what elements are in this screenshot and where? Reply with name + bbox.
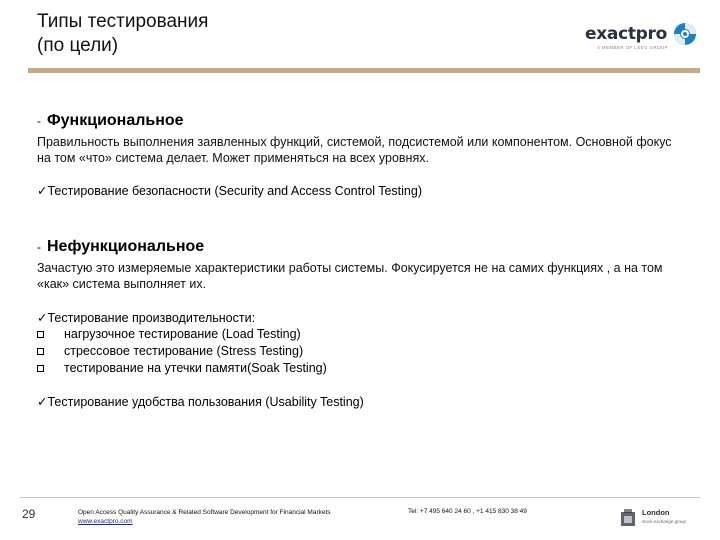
check-icon: ✓ <box>37 395 48 409</box>
performance-testing-item <box>37 310 255 326</box>
square-bullet-icon <box>37 331 44 338</box>
stress-testing-item <box>37 343 303 360</box>
footer-org <box>78 508 331 526</box>
nonfunctional-section <box>37 238 204 256</box>
load-testing-text: нагрузочное тестирование (Load Testing) <box>64 327 301 341</box>
lse-name: London <box>642 508 670 517</box>
performance-testing-text: Тестирование производительности: <box>47 311 256 325</box>
slide-title <box>37 10 208 58</box>
nonfunctional-heading <box>37 238 204 256</box>
exactpro-logo <box>585 20 700 50</box>
exactpro-swirl-icon <box>673 22 697 46</box>
check-icon: ✓ <box>37 311 48 325</box>
logo-text: exactpro <box>585 24 668 44</box>
soak-testing-text: тестирование на утечки памяти(Soak Testing) <box>64 361 327 375</box>
nonfunctional-heading-text: Нефункциональное <box>47 238 205 255</box>
security-testing-text: Тестирование безопасности (Security and Access Control Testing) <box>47 184 422 198</box>
lse-logo <box>618 508 700 530</box>
slide-title-line2: (по цели) <box>37 35 119 56</box>
functional-heading <box>37 112 184 130</box>
dash-bullet: - <box>37 240 41 254</box>
functional-description: Правильность выполнения заявленных функций, системой, подсистемой или компонентом. Основной фокус на том «что» система делает. Может применяться на всех уровнях. <box>37 135 672 165</box>
security-testing-item <box>37 183 422 199</box>
lse-crest-icon <box>618 508 638 530</box>
footer-org-line: Open Access Quality Assurance & Related Software Development for Financial Markets <box>78 509 331 516</box>
footer-rule <box>20 497 700 498</box>
page-number: 29 <box>22 507 36 521</box>
footer-phone: Tel: +7 495 640 24 60 , +1 415 830 38 49 <box>408 508 527 515</box>
dash-bullet: - <box>37 114 41 128</box>
usability-testing-text: Тестирование удобства пользования (Usability Testing) <box>47 395 364 409</box>
header-rule <box>28 68 700 73</box>
logo-tagline: A MEMBER OF LSEG GROUP <box>597 45 669 50</box>
lse-subtitle: stock exchange group <box>642 519 687 524</box>
usability-testing-item <box>37 394 364 410</box>
square-bullet-icon <box>37 348 44 355</box>
nonfunctional-description: Зачастую это измеряемые характеристики работы системы. Фокусируется не на самих функциях , а на том «как» система выполняет их. <box>37 261 663 291</box>
stress-testing-text: стрессовое тестирование (Stress Testing) <box>64 344 304 358</box>
functional-heading-text: Функциональное <box>47 112 184 129</box>
check-icon: ✓ <box>37 184 48 198</box>
soak-testing-item <box>37 360 327 377</box>
load-testing-item <box>37 326 301 343</box>
slide-title-line1: Типы тестирования <box>37 11 209 32</box>
functional-section <box>37 112 184 130</box>
square-bullet-icon <box>37 365 44 372</box>
footer-website-link[interactable]: www.exactpro.com <box>78 518 133 525</box>
